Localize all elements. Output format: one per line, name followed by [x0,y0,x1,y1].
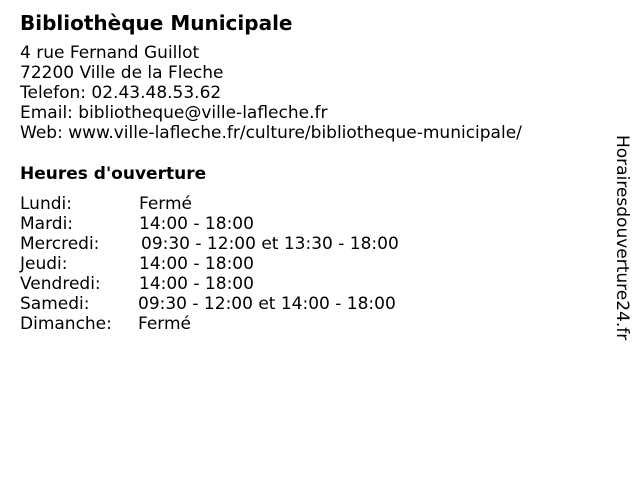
address-city: 72200 Ville de la Fleche [20,63,224,83]
web-line: Web: www.ville-lafleche.fr/culture/bibliotheque-municipale/ [20,123,522,143]
day-label: Samedi: [20,294,90,314]
site-watermark: Horairesdouverture24.fr [612,135,632,341]
address-block [20,43,522,143]
day-hours: Fermé [139,194,193,214]
email-line: Email: bibliotheque@ville-lafleche.fr [20,103,328,123]
address-street: 4 rue Fernand Guillot [20,43,200,63]
day-label: Dimanche: [20,314,112,334]
day-label: Jeudi: [20,254,68,274]
day-label: Vendredi: [20,274,101,294]
day-hours: 14:00 - 18:00 [139,274,254,294]
day-label: Mardi: [20,214,74,234]
hours-heading: Heures d'ouverture [20,164,207,184]
phone-line: Telefon: 02.43.48.53.62 [20,83,222,103]
page-title: Bibliothèque Municipale [20,11,293,35]
day-label: Mercredi: [20,234,100,254]
day-hours: 14:00 - 18:00 [139,214,254,234]
day-hours: 09:30 - 12:00 et 13:30 - 18:00 [141,234,399,254]
day-hours: 09:30 - 12:00 et 14:00 - 18:00 [138,294,396,314]
day-hours: Fermé [138,314,192,334]
day-hours: 14:00 - 18:00 [139,254,254,274]
day-label: Lundi: [20,194,72,214]
